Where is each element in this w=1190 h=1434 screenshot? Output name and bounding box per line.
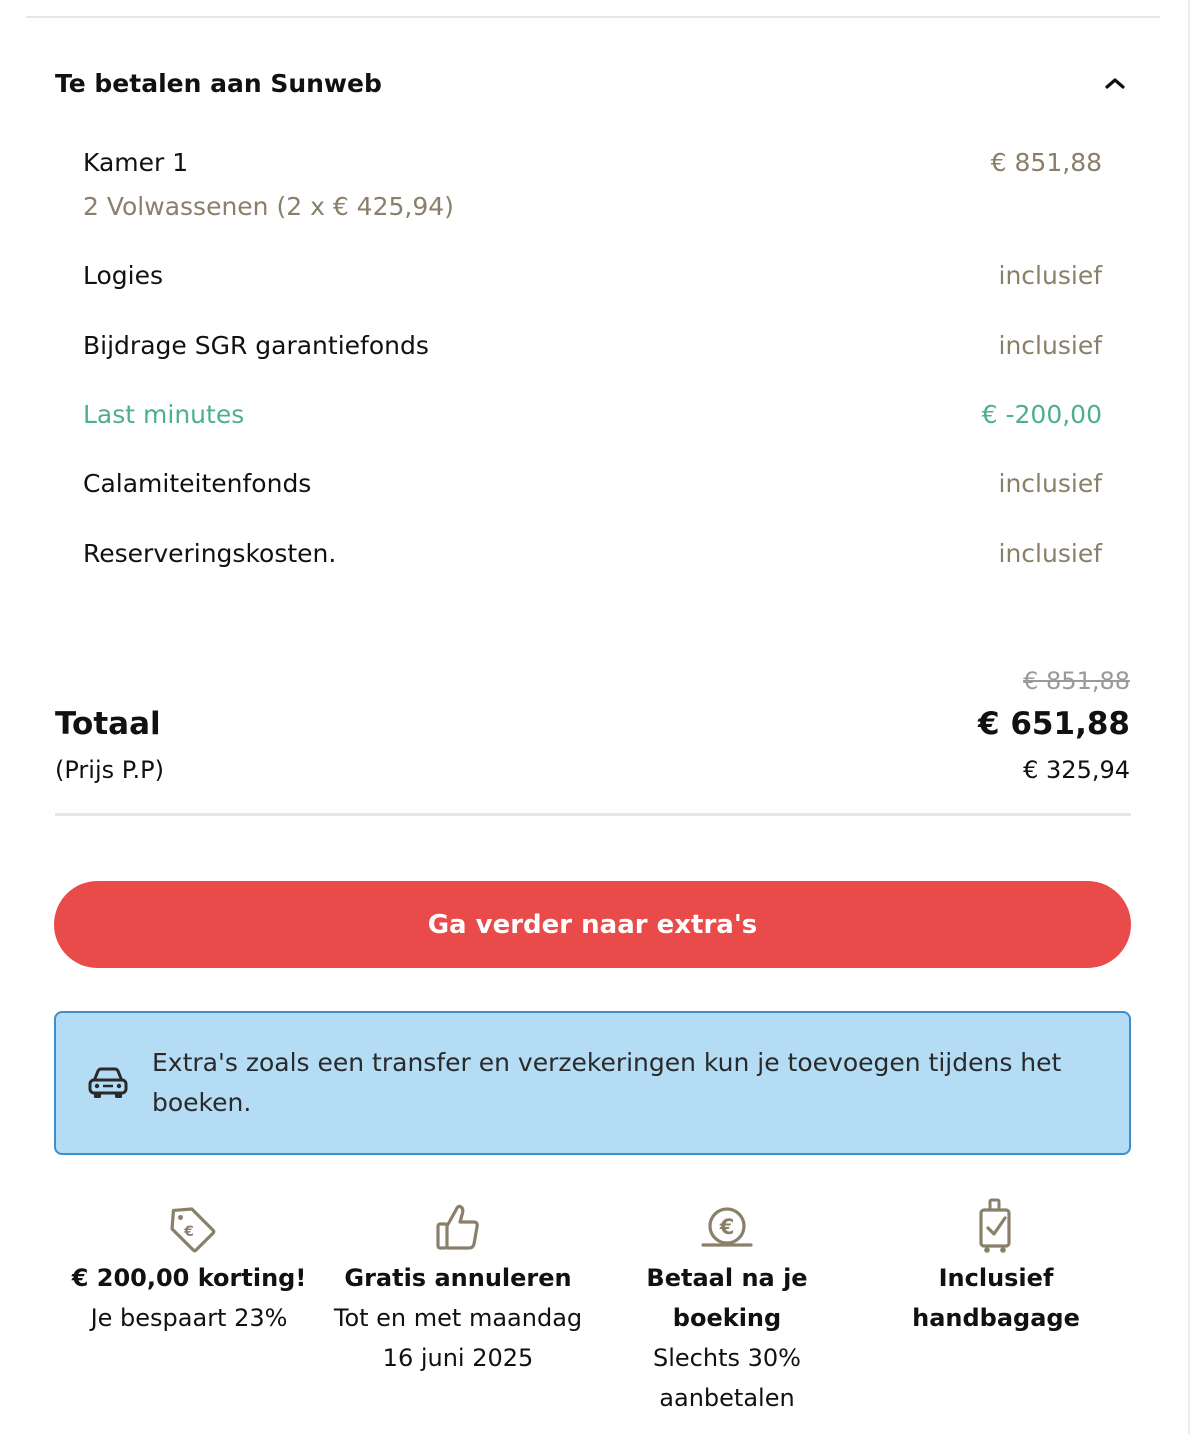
- line-sgr-value: inclusief: [998, 331, 1102, 360]
- line-room-label: Kamer 1: [83, 148, 189, 177]
- line-reservation-label: Reserveringskosten.: [83, 539, 337, 568]
- price-per-person-label: (Prijs P.P): [55, 756, 164, 784]
- line-reservation: [83, 539, 1102, 568]
- line-room-travellers: 2 Volwassenen (2 x € 425,94): [83, 192, 454, 221]
- line-calamity: [83, 469, 1102, 498]
- usp-list: [54, 1196, 1131, 1412]
- svg-text:€: €: [719, 1215, 735, 1239]
- svg-text:€: €: [184, 1224, 194, 1240]
- luggage-check-icon: [968, 1196, 1024, 1256]
- usp-discount: [54, 1196, 324, 1338]
- line-lodging-label: Logies: [83, 261, 164, 290]
- usp-pay-text: Slechts 30% aanbetalen: [653, 1344, 801, 1412]
- line-calamity-label: Calamiteitenfonds: [83, 469, 312, 498]
- line-room-value: € 851,88: [990, 148, 1102, 177]
- price-tag-euro-icon: [161, 1196, 217, 1256]
- thumbs-up-icon: [430, 1196, 486, 1256]
- line-lastminute-label: Last minutes: [83, 400, 245, 429]
- extras-info-box: [54, 1011, 1131, 1155]
- usp-cancel-title: Gratis annuleren: [344, 1264, 572, 1292]
- section-header-toggle[interactable]: [55, 60, 1130, 106]
- continue-to-extras-button[interactable]: Ga verder naar extra's: [54, 881, 1131, 968]
- extras-info-text: Extra's zoals een transfer en verzekeringen kun je toevoegen tijdens het boeken.: [152, 1048, 1062, 1117]
- car-icon: [86, 1065, 130, 1101]
- euro-coin-icon: [699, 1196, 755, 1256]
- usp-discount-text: Je bespaart 23%: [90, 1304, 288, 1332]
- line-room: [83, 148, 1102, 177]
- line-reservation-value: inclusief: [998, 539, 1102, 568]
- usp-free-cancellation: [323, 1196, 593, 1378]
- section-title: Te betalen aan Sunweb: [55, 68, 382, 98]
- price-per-person-value: € 325,94: [1023, 756, 1130, 784]
- usp-pay-title: Betaal na je boeking: [646, 1264, 808, 1332]
- top-divider: [26, 16, 1160, 18]
- old-total-price: € 851,88: [1023, 667, 1130, 695]
- line-lodging-value: inclusief: [998, 261, 1102, 290]
- total-price: € 651,88: [978, 706, 1130, 742]
- usp-pay-later: [592, 1196, 862, 1418]
- line-lastminute-discount: [83, 400, 1102, 429]
- line-lastminute-value: € -200,00: [981, 400, 1102, 429]
- chevron-up-icon[interactable]: [1100, 68, 1130, 98]
- usp-hand-luggage: [861, 1196, 1131, 1338]
- line-calamity-value: inclusief: [998, 469, 1102, 498]
- total-divider: [55, 813, 1131, 816]
- line-sgr: [83, 331, 1102, 360]
- usp-discount-title: € 200,00 korting!: [71, 1264, 307, 1292]
- usp-cancel-text: Tot en met maandag 16 juni 2025: [333, 1304, 583, 1372]
- usp-luggage-title: Inclusief handbagage: [912, 1264, 1080, 1332]
- line-lodging: [83, 261, 1102, 290]
- total-label: Totaal: [55, 706, 161, 742]
- line-sgr-label: Bijdrage SGR garantiefonds: [83, 331, 429, 360]
